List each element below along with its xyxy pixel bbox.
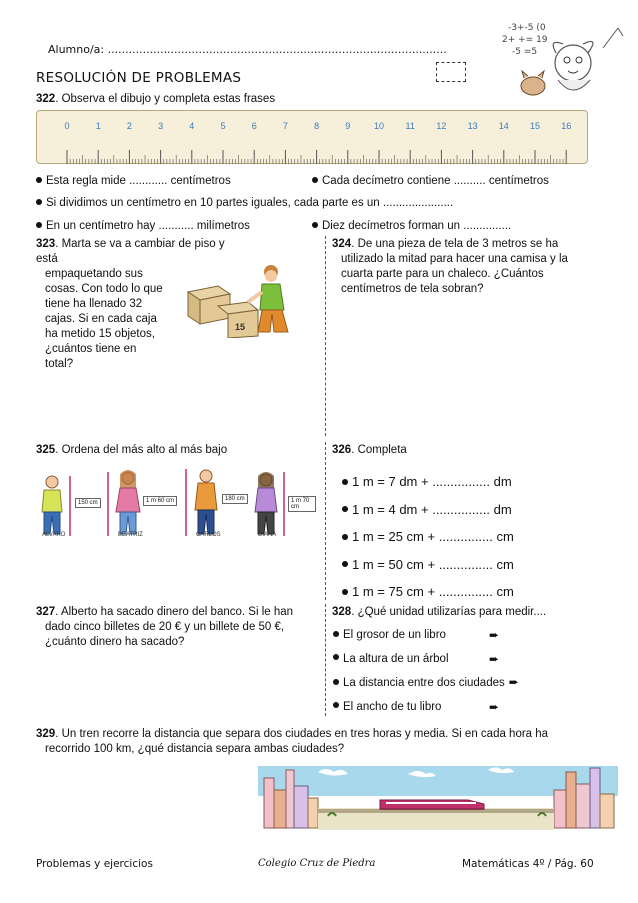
ruler-number: 11: [405, 121, 415, 131]
conversion-text: 1 m = 50 cm + ............... cm: [352, 556, 514, 572]
height-tag: 150 cm: [75, 498, 101, 508]
question-322-c: [36, 196, 453, 211]
question-322-e: [312, 219, 511, 234]
unit-question-text: El ancho de tu libro: [343, 700, 442, 713]
question-322-a: [36, 174, 231, 189]
text-line: total?: [45, 358, 74, 370]
kid-name: BEATRIZ: [118, 532, 143, 538]
problem-text: . Completa: [351, 444, 407, 456]
unit-question-text: La distancia entre dos ciudades: [343, 677, 505, 689]
conversion-text: 1 m = 7 dm + ................ dm: [352, 474, 512, 489]
ruler-number: 4: [189, 121, 195, 131]
kid-name: CARLOS: [196, 532, 221, 538]
question-text: Si dividimos un centímetro en 10 partes iguales, cada parte es un ......................: [46, 197, 454, 209]
score-box[interactable]: [436, 62, 466, 82]
text-line: ha metido 15 objetos,: [45, 328, 155, 340]
conversion-item: [342, 468, 514, 496]
ruler-number: 7: [282, 121, 288, 131]
text-line: recorrido 100 km, ¿qué distancia separa ambas ciudades?: [45, 743, 345, 755]
svg-text:2+ += 19: 2+ += 19: [502, 35, 548, 45]
conversion-item: [342, 496, 514, 524]
problem-number: 328: [332, 606, 352, 618]
question-322-b: [312, 174, 549, 189]
problem-322-statement: [36, 92, 275, 107]
conversion-text: 1 m = 25 cm + ............... cm: [352, 529, 514, 544]
text-line: empaquetando sus: [45, 268, 143, 280]
ruler-number: 6: [251, 121, 257, 131]
ruler-number: 5: [220, 121, 226, 131]
text-line: . Alberto ha sacado dinero del banco. Si le han: [55, 606, 294, 618]
arrow-right-icon: ➨: [489, 699, 500, 714]
conversion-item: [342, 551, 514, 579]
question-text: Esta regla mide ............ centímetros: [46, 175, 231, 187]
conversion-item: [342, 523, 514, 551]
ruler-number: 8: [314, 121, 320, 131]
question-text: Cada decímetro contiene .......... centímetros: [322, 175, 549, 187]
question-322-d: [36, 219, 250, 234]
ruler-number: 0: [64, 121, 70, 131]
problem-324-text: [332, 237, 622, 297]
arrow-right-icon: ➨: [489, 651, 500, 666]
svg-text:-5 =5: -5 =5: [512, 47, 538, 57]
svg-text:-3+-5 (0: -3+-5 (0: [508, 23, 546, 33]
height-tag: 1 m 70 cm: [288, 496, 316, 512]
problem-number: 323: [36, 238, 56, 250]
train-illustration: [258, 760, 618, 840]
problem-text: . ¿Qué unidad utilizarías para medir....: [351, 606, 547, 618]
boxes-illustration: [178, 262, 298, 338]
ruler-number: 12: [436, 121, 447, 131]
unit-question-item: [333, 671, 543, 696]
unit-question-item: [333, 648, 543, 672]
teacher-illustration: [478, 8, 628, 100]
text-line: cuarta parte para un chaleco. ¿Cuántos: [341, 268, 544, 280]
ruler-number: 14: [498, 121, 509, 131]
footer-school: Colegio Cruz de Piedra: [258, 858, 376, 869]
problem-text: . Ordena del más alto al más bajo: [55, 444, 228, 456]
text-line: . Un tren recorre la distancia que separa dos ciudades en tres horas y media. Si en cada hora ha: [55, 728, 549, 740]
ruler-number: 2: [126, 121, 132, 131]
ruler-number: 3: [158, 121, 164, 131]
kid-name: DIANA: [258, 532, 277, 538]
problem-326-statement: [332, 443, 407, 458]
section-title: RESOLUCIÓN DE PROBLEMAS: [36, 70, 242, 86]
conversion-text: 1 m = 4 dm + ................ dm: [352, 501, 512, 517]
text-line: . De una pieza de tela de 3 metros se ha: [351, 238, 559, 250]
text-line: . Marta se va a cambiar de piso y está: [36, 238, 225, 265]
unit-question-list: [333, 624, 543, 719]
problem-number: 329: [36, 728, 56, 740]
ruler-number: 1: [95, 121, 101, 131]
conversion-text: 1 m = 75 cm + ............... cm: [352, 584, 514, 599]
text-line: utilizado la mitad para hacer una camisa y la: [341, 253, 568, 265]
unit-question-item: [333, 624, 543, 648]
student-name-field[interactable]: Alumno/a: .................................................................................................: [48, 43, 447, 56]
text-line: cajas. Si en cada caja: [45, 313, 157, 325]
text-line: tiene ha llenado 32: [45, 298, 143, 310]
unit-question-text: La altura de un árbol: [343, 652, 449, 665]
column-divider: [325, 604, 326, 716]
text-line: dado cinco billetes de 20 € y un billete de 50 €,: [45, 621, 285, 633]
problem-text: . Observa el dibujo y completa estas frases: [55, 93, 276, 105]
ruler-number: 16: [561, 121, 572, 131]
conversion-list: [342, 468, 514, 606]
ruler-scale: [37, 111, 589, 165]
problem-number: 325: [36, 444, 56, 456]
footer-page: Matemáticas 4º / Pág. 60: [462, 858, 594, 870]
question-text: Diez decímetros forman un ...............: [322, 220, 512, 232]
ruler-number: 10: [373, 121, 385, 131]
column-divider: [325, 236, 326, 436]
problem-327-text: [36, 605, 321, 650]
box-number: 15: [235, 322, 246, 332]
unit-question-item: [333, 696, 543, 720]
height-tag: 180 cm: [222, 494, 248, 504]
ruler-number: 13: [467, 121, 478, 131]
footer-left: Problemas y ejercicios: [36, 858, 153, 870]
conversion-item: [342, 578, 514, 606]
arrow-right-icon: ➨: [489, 628, 500, 642]
problem-328-statement: [332, 605, 546, 620]
arrow-right-icon: ➨: [508, 675, 519, 689]
kids-heights-illustration: [36, 468, 316, 540]
ruler-number: 9: [345, 121, 351, 131]
text-line: ¿cuántos tiene en: [45, 343, 137, 355]
text-line: centímetros de tela sobran?: [341, 283, 484, 295]
unit-question-text: El grosor de un libro: [343, 629, 446, 641]
kid-name: ÁLVARO: [42, 532, 66, 538]
problem-number: 327: [36, 606, 56, 618]
problem-number: 324: [332, 238, 352, 250]
problem-number: 326: [332, 444, 352, 456]
problem-325-statement: [36, 443, 227, 458]
question-text: En un centímetro hay ........... milímetros: [46, 220, 250, 232]
text-line: ¿cuánto dinero ha sacado?: [45, 636, 185, 648]
height-tag: 1 m 60 cm: [143, 496, 177, 506]
ruler-illustration: [36, 110, 588, 164]
text-line: cosas. Con todo lo que: [45, 283, 163, 295]
column-divider: [325, 442, 326, 600]
problem-329-text: [36, 727, 606, 757]
problem-number: 322: [36, 93, 56, 105]
ruler-number: 15: [529, 121, 541, 131]
